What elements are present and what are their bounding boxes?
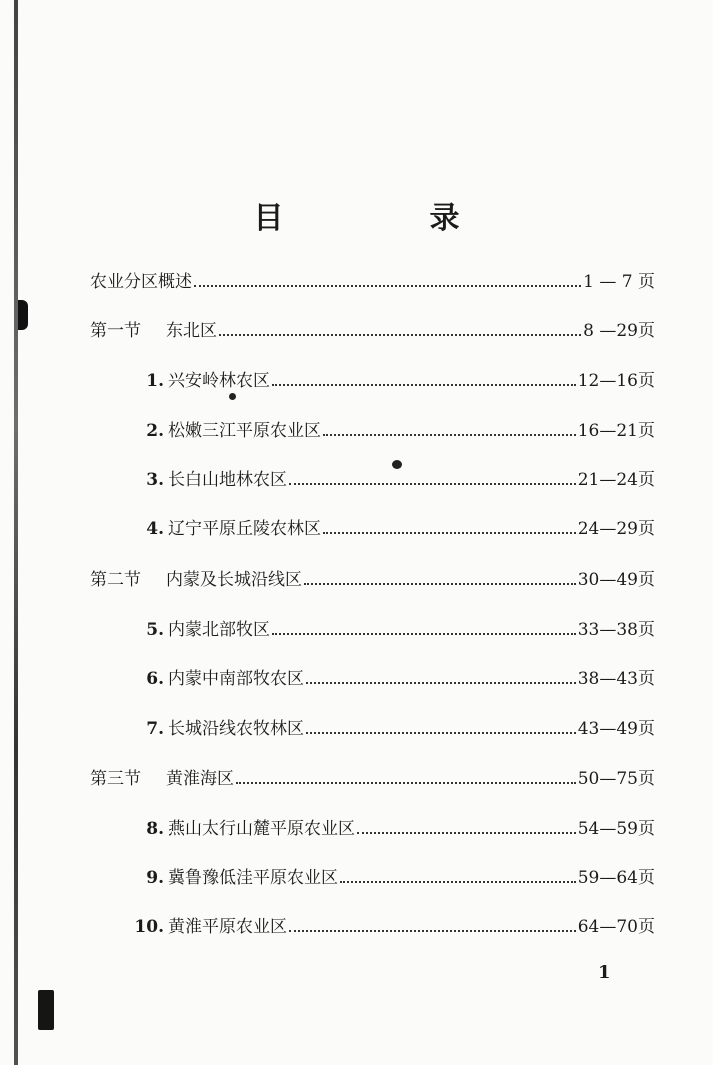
- toc-entry-pages: 54—59页: [577, 819, 655, 839]
- page-number: 1: [598, 962, 611, 983]
- toc-entry[interactable]: [0, 912, 713, 940]
- toc-entry-label: 长白山地林农区: [168, 470, 287, 490]
- toc-entry-label: 农业分区概述: [90, 272, 192, 292]
- section-number: 第一节: [90, 321, 141, 341]
- entry-number: 1.: [146, 371, 164, 391]
- toc-entry-pages: 43—49页: [577, 719, 655, 739]
- page-title: 目 录: [253, 201, 518, 236]
- toc-entry-label: 黄淮平原农业区: [168, 917, 287, 937]
- entry-number: 6.: [146, 669, 164, 689]
- toc-entry[interactable]: [0, 814, 713, 842]
- entry-number: 7.: [146, 719, 164, 739]
- dot-leader: [272, 632, 576, 635]
- toc-entry[interactable]: [0, 514, 713, 542]
- dot-leader: [323, 531, 576, 534]
- entry-number: 5.: [146, 620, 164, 640]
- toc-entry[interactable]: [0, 416, 713, 444]
- toc-entry-pages: 30—49页: [577, 570, 655, 590]
- toc-entry-pages: 24—29页: [577, 519, 655, 539]
- toc-entry-pages: 33—38页: [577, 620, 655, 640]
- entry-number: 10.: [134, 917, 164, 937]
- toc-entry[interactable]: [0, 664, 713, 692]
- toc-entry[interactable]: [0, 863, 713, 891]
- toc-entry-pages: 38—43页: [577, 669, 655, 689]
- toc-entry-label: 兴安岭林农区: [168, 371, 270, 391]
- toc-section[interactable]: [0, 316, 713, 344]
- dot-leader: [323, 433, 576, 436]
- entry-number: 4.: [146, 519, 164, 539]
- dot-leader: [219, 333, 581, 336]
- dot-leader: [306, 731, 576, 734]
- toc-entry[interactable]: [0, 366, 713, 394]
- dot-leader: [289, 482, 576, 485]
- dot-leader: [289, 929, 576, 932]
- dot-leader: [236, 781, 576, 784]
- toc-entry-pages: 1 — 7 页: [583, 272, 655, 292]
- entry-number: 3.: [146, 470, 164, 490]
- toc-entry-pages: 50—75页: [577, 769, 655, 789]
- dot-leader: [194, 284, 581, 287]
- toc-entry-label: 内蒙中南部牧农区: [168, 669, 304, 689]
- section-number: 第二节: [90, 570, 141, 590]
- toc-entry-pages: 59—64页: [577, 868, 655, 888]
- toc-entry[interactable]: [0, 615, 713, 643]
- toc-entry-pages: 64—70页: [577, 917, 655, 937]
- toc-entry[interactable]: [0, 465, 713, 493]
- toc-entry-label: 冀鲁豫低洼平原农业区: [168, 868, 338, 888]
- toc-entry-label: 东北区: [166, 321, 217, 341]
- toc-entry-label: 黄淮海区: [166, 769, 234, 789]
- toc-entry-pages: 12—16页: [577, 371, 655, 391]
- dot-leader: [304, 582, 576, 585]
- binding-corner: [38, 990, 54, 1030]
- entry-number: 9.: [146, 868, 164, 888]
- toc-entry-label: 内蒙北部牧区: [168, 620, 270, 640]
- dot-leader: [357, 831, 576, 834]
- dot-leader: [272, 383, 576, 386]
- section-number: 第三节: [90, 769, 141, 789]
- entry-number: 8.: [146, 819, 164, 839]
- toc-entry[interactable]: [0, 714, 713, 742]
- toc-section[interactable]: [0, 764, 713, 792]
- dot-leader: [340, 880, 576, 883]
- toc-entry-label: 辽宁平原丘陵农林区: [168, 519, 321, 539]
- toc-entry-pages: 21—24页: [577, 470, 655, 490]
- toc-entry-label: 内蒙及长城沿线区: [166, 570, 302, 590]
- toc-entry-label: 松嫩三江平原农业区: [168, 421, 321, 441]
- toc-entry-pages: 16—21页: [577, 421, 655, 441]
- toc-entry-pages: 8 —29页: [583, 321, 655, 341]
- toc-entry-label: 燕山太行山麓平原农业区: [168, 819, 355, 839]
- ink-speck: [229, 393, 236, 400]
- toc-entry[interactable]: [0, 267, 713, 295]
- dot-leader: [306, 681, 576, 684]
- toc-entry-label: 长城沿线农牧林区: [168, 719, 304, 739]
- toc-section[interactable]: [0, 565, 713, 593]
- entry-number: 2.: [146, 421, 164, 441]
